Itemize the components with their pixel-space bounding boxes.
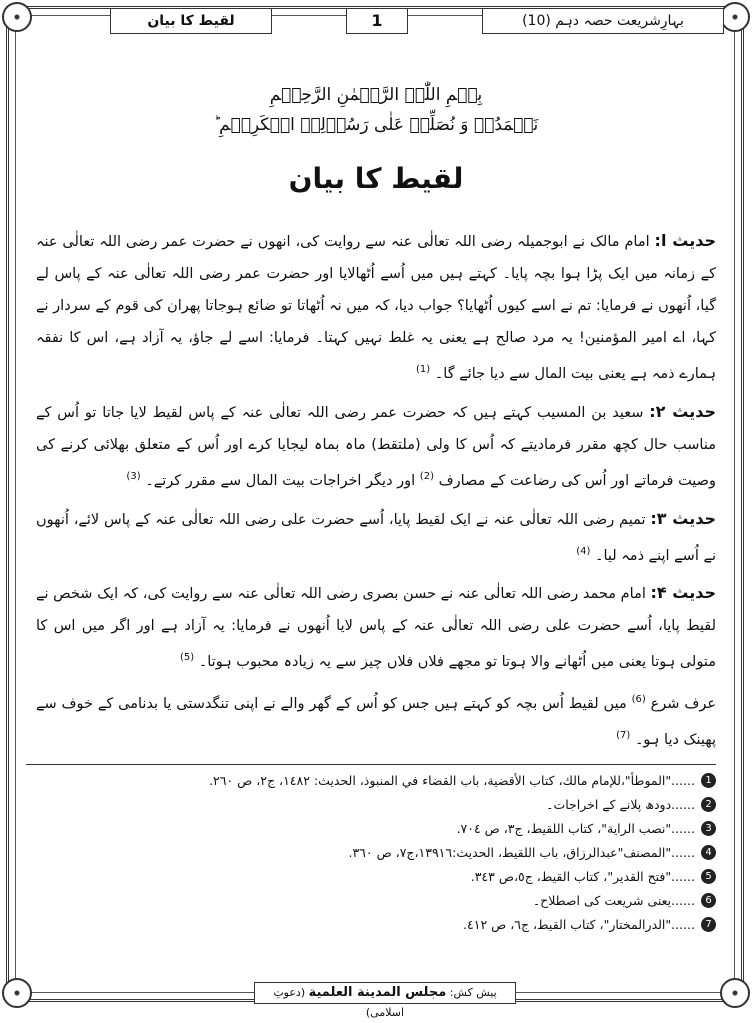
page-footer bbox=[254, 982, 516, 1019]
footnote-text: ......یعنی شریعت کی اصطلاح۔ bbox=[532, 892, 695, 908]
footnote bbox=[36, 817, 716, 841]
main-title: لقیط کا بیان bbox=[288, 162, 464, 195]
footnote-ref[interactable]: (3) bbox=[126, 470, 141, 482]
footnote bbox=[36, 769, 716, 793]
footnote bbox=[36, 865, 716, 889]
hadith-text: تمیم رضی اللہ تعالٰی عنہ نے ایک لقیط پایا، اُسے حضرت علی رضی اللہ تعالٰی عنہ کے پاس لائے، اُنھوں نے اُسے اپنے ذمہ لیا۔ bbox=[36, 511, 716, 564]
footnote-text: ......"نصب الراية"، كتاب اللقيط، ج٣، ص ٧٠٤. bbox=[456, 820, 695, 836]
footnote-separator bbox=[26, 764, 716, 765]
hadith-label: حدیث ۳: bbox=[650, 508, 717, 528]
definition-text: عرف شرع bbox=[650, 696, 717, 713]
footnote-number: 1 bbox=[701, 773, 716, 788]
footnote-text: ......"المصنف"عبدالرزاق، باب اللقيط، الحديث:١٣٩١٦،ج٧، ص ٣٦٠. bbox=[348, 844, 695, 860]
footnote-ref[interactable]: (5) bbox=[179, 652, 195, 664]
footnote-number: 4 bbox=[701, 845, 716, 860]
footnote-ref[interactable]: (4) bbox=[576, 545, 591, 557]
footnote-text: ......"فتح القدير"، كتاب القيط، ج٥،ص ٣٤٣. bbox=[470, 868, 695, 884]
hadith-label: حدیث ا: bbox=[654, 231, 717, 250]
footnote bbox=[36, 793, 716, 817]
footnote-number: 5 bbox=[701, 869, 716, 884]
hadith-label: حدیث ۴: bbox=[650, 583, 717, 603]
hadith-label: حدیث ۲: bbox=[649, 401, 716, 421]
footnote bbox=[36, 841, 716, 865]
page-header bbox=[110, 8, 684, 34]
footnote-number: 3 bbox=[701, 821, 716, 836]
corner-ornament-icon bbox=[720, 978, 750, 1008]
footnote-number: 6 bbox=[701, 893, 716, 908]
page-content bbox=[36, 80, 716, 937]
corner-ornament-icon bbox=[2, 2, 32, 32]
corner-ornament-icon bbox=[2, 978, 32, 1008]
footnote-ref[interactable]: (6) bbox=[631, 694, 646, 706]
hadith-text: امام محمد رضی اللہ تعالٰی عنہ نے حسن بصری رضی اللہ تعالٰی عنہ سے روایت کی، کہ ایک شخص نے لقیط پایا، اُسے حضرت علی رضی اللہ تعالٰی عنہ کے پاس لایا اُنھوں نے فرمایا: یہ آزاد ہے اور اگر میں اس کا متولی ہوتا یعنی میں اُٹھانے والا ہوتا تو مجھے فلاں فلاں چیز سے یہ زیادہ محبوب ہوتا۔ bbox=[36, 586, 716, 671]
footer-prefix: پیش کش: bbox=[449, 986, 497, 999]
publisher-name: مجلس المدينة العلمية bbox=[308, 985, 447, 1000]
hadith-2 bbox=[36, 396, 716, 497]
footnote-ref[interactable]: (2) bbox=[419, 470, 434, 482]
book-title: بہارِشریعت حصہ دہم (10) bbox=[482, 8, 724, 34]
definition bbox=[36, 684, 716, 756]
footnote-text: ......دودھ پلانے کے اخراجات۔ bbox=[546, 796, 695, 812]
footer-suffix: (دعوتِ اسلامی) bbox=[273, 986, 405, 1019]
hadith-text: سعید بن المسیب کہتے ہیں کہ حضرت عمر رضی اللہ تعالٰی عنہ کے پاس لقیط لایا جاتا تو اُس کے مناسب حال کچھ مقرر فرمادیتے کہ اُس کا ولی (ملتقط) ماہ بماہ لیجایا کرے اور اُس کے متعلق بھلائی کرنے کی وصیت فرماتے اور اُس کی رضاعت کے مصارف bbox=[36, 404, 716, 489]
footnote-text: ......"الدرالمختار"، كتاب القيط، ج٦، ص ٤١٢. bbox=[463, 916, 695, 932]
hamd-line: نَحۡمَدُہٗ وَ نُصَلِّیۡ عَلٰی رَسُوۡلِہِ الۡکَرِیۡمِ ؕ bbox=[213, 115, 539, 135]
footnote-ref[interactable]: (7) bbox=[616, 730, 631, 742]
footnote-number: 2 bbox=[701, 797, 716, 812]
hadith-1 bbox=[36, 225, 716, 390]
footnote-text: ......"الموطأ"،للإمام مالك، كتاب الأقضية، باب القضاء في المنبوذ، الحديث: ١٤٨٢، ج٢، ص ٢٦٠. bbox=[209, 772, 695, 788]
hadith-text: امام مالک نے ابوجمیلہ رضی اللہ تعالٰی عنہ سے روایت کی، انھوں نے حضرت عمر رضی اللہ تعالٰی عنہ کے زمانہ میں ایک پڑا ہوا بچہ پایا۔ کہتے ہیں میں اُسے اُٹھالایا اور حضرت عمر رضی اللہ تعالٰی عنہ کے پاس لے گیا، اُنھوں نے فرمایا: تم نے اسے کیوں اُٹھایا؟ جواب دیا، کہ میں نہ اُٹھاتا تو ضائع ہوجاتا پھران کی قوم کے سردار نے کہا، اے امیر المؤمنین! یہ مرد صالح ہے یعنی یہ غلط نہیں کہتا۔ فرمایا: اسے لے جاؤ، یہ آزاد ہے، اس کا نفقہ ہمارے ذمہ ہے یعنی بیت المال سے دیا جائے گا۔ bbox=[36, 234, 716, 382]
hadith-4 bbox=[36, 577, 716, 678]
footnote-number: 7 bbox=[701, 917, 716, 932]
footnote-ref[interactable]: (1) bbox=[416, 364, 431, 375]
corner-ornament-icon bbox=[720, 2, 750, 32]
hadith-text: اور دیگر اخراجات بیت المال سے مقرر کرتے۔ bbox=[145, 472, 416, 489]
definition-text: میں لقیط اُس بچہ کو کہتے ہیں جس کو اُس کے گھر والے نے اپنی تنگدستی یا بدنامی کے خوف سے پھینک دیا ہو۔ bbox=[36, 696, 716, 748]
page-number: 1 bbox=[346, 8, 408, 34]
hadith-3 bbox=[36, 503, 716, 572]
bismillah: بِسۡمِ اللّٰہِ الرَّحۡمٰنِ الرَّحِیۡمِ bbox=[269, 85, 483, 105]
chapter-title: لقیط کا بیان bbox=[110, 8, 272, 34]
footnote bbox=[36, 913, 716, 937]
footnote bbox=[36, 889, 716, 913]
